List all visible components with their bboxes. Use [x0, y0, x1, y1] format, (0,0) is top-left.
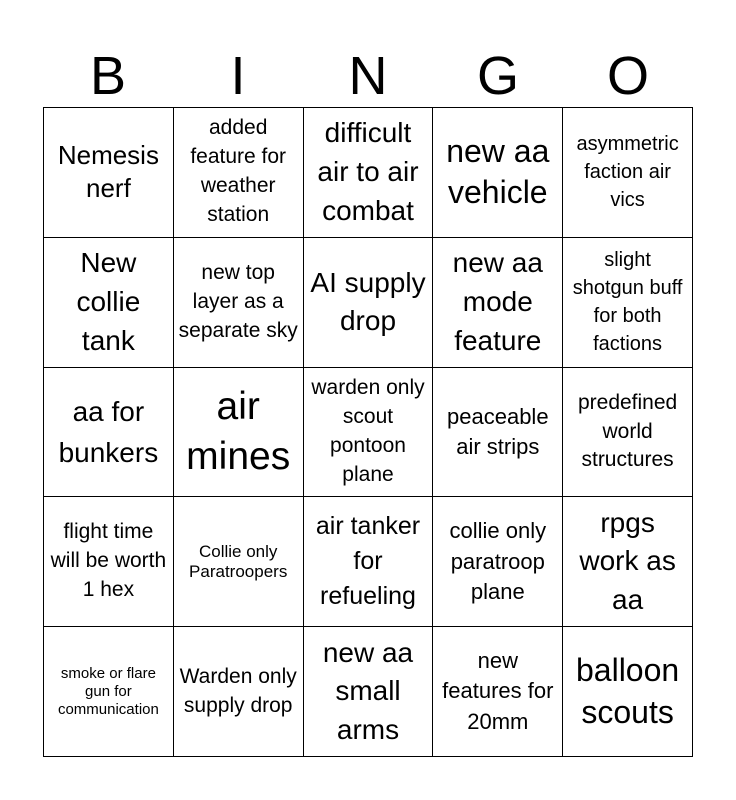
bingo-cell[interactable]: [433, 108, 563, 238]
bingo-cell[interactable]: [44, 627, 174, 757]
header-letter-b: B: [89, 46, 127, 106]
cell-text: new aa small arms: [322, 636, 414, 745]
cell-text: collie only paratroop plane: [449, 518, 547, 604]
cell-text: smoke or flare gun for communication: [57, 664, 159, 718]
cell-text: aa for bunkers: [58, 395, 159, 468]
cell-text: new aa mode feature: [452, 247, 543, 356]
bingo-cell[interactable]: [44, 497, 174, 627]
cell-text: AI supply drop: [310, 266, 426, 337]
cell-text: predefined world structures: [577, 390, 678, 472]
cell-text: new features for 20mm: [442, 648, 554, 734]
cell-text: new top layer as a separate sky: [178, 260, 298, 342]
cell-text: new aa vehicle: [446, 132, 550, 211]
bingo-cell[interactable]: [563, 108, 693, 238]
bingo-cell[interactable]: [174, 368, 304, 498]
bingo-cell[interactable]: [563, 627, 693, 757]
cell-text: air tanker for refueling: [315, 512, 421, 611]
bingo-cell[interactable]: [304, 497, 434, 627]
bingo-cell[interactable]: [433, 238, 563, 368]
cell-text: slight shotgun buff for both factions: [572, 249, 683, 356]
cell-text: added feature for weather station: [190, 116, 287, 227]
bingo-board: [43, 107, 693, 757]
cell-text: peaceable air strips: [447, 403, 549, 459]
header-letter-n: N: [348, 46, 388, 106]
bingo-cell[interactable]: [174, 238, 304, 368]
cell-text: flight time will be worth 1 hex: [50, 520, 167, 602]
cell-text: rpgs work as aa: [579, 506, 676, 616]
bingo-cell[interactable]: [304, 627, 434, 757]
bingo-cell[interactable]: [44, 108, 174, 238]
cell-text: Nemesis nerf: [57, 140, 159, 204]
bingo-cell[interactable]: [174, 497, 304, 627]
cell-text: air mines: [186, 385, 291, 478]
bingo-cell[interactable]: [304, 368, 434, 498]
bingo-cell[interactable]: [44, 368, 174, 498]
bingo-cell[interactable]: [433, 368, 563, 498]
bingo-cell[interactable]: [174, 108, 304, 238]
bingo-cell[interactable]: [563, 497, 693, 627]
bingo-cell[interactable]: [433, 627, 563, 757]
bingo-cell[interactable]: [563, 368, 693, 498]
cell-text: New collie tank: [76, 247, 141, 356]
cell-text: difficult air to air combat: [317, 117, 419, 226]
bingo-header: [43, 46, 693, 106]
cell-text: Collie only Paratroopers: [189, 541, 288, 581]
cell-text: balloon scouts: [575, 652, 680, 730]
cell-text: asymmetric faction air vics: [576, 133, 679, 212]
cell-text: warden only scout pontoon plane: [311, 376, 425, 486]
cell-text: Warden only supply drop: [179, 664, 297, 717]
bingo-cell[interactable]: [304, 108, 434, 238]
bingo-cell[interactable]: [44, 238, 174, 368]
bingo-cell[interactable]: [433, 497, 563, 627]
header-letter-i: I: [230, 46, 246, 106]
bingo-cell[interactable]: [304, 238, 434, 368]
bingo-cell[interactable]: [563, 238, 693, 368]
bingo-cell[interactable]: [174, 627, 304, 757]
header-letter-g: G: [476, 46, 519, 106]
header-letter-o: O: [606, 46, 649, 106]
